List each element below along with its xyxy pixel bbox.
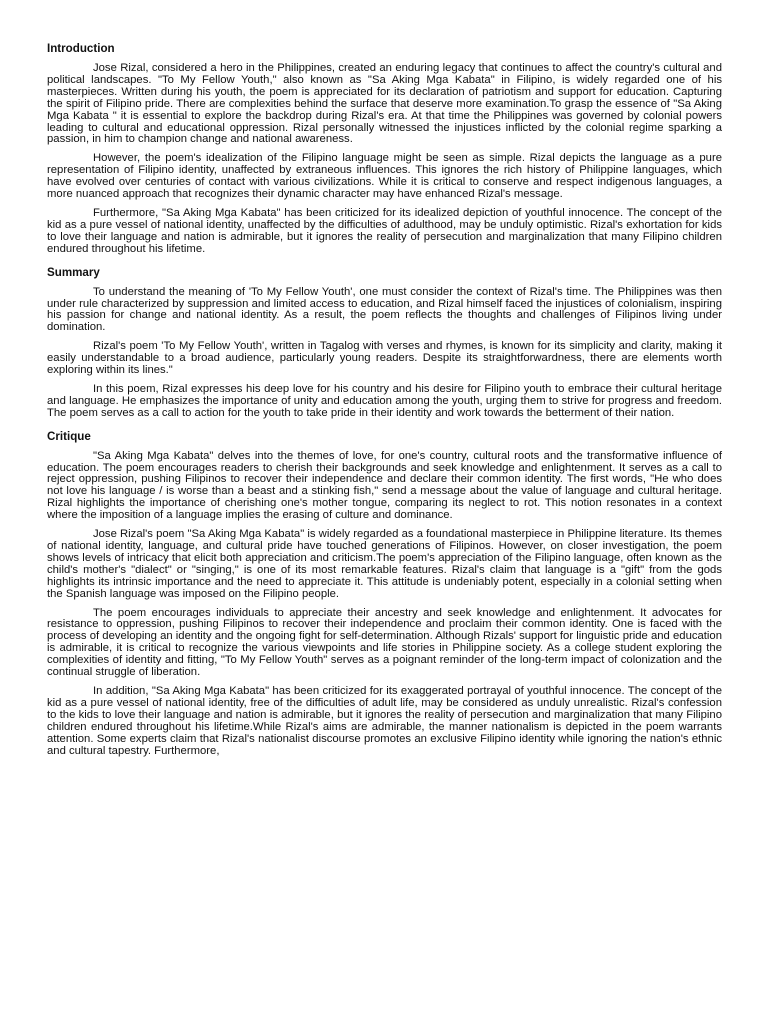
paragraph: Furthermore, "Sa Aking Mga Kabata" has been criticized for its idealized depiction of youthful innocence. The concept of the kid as a pure vessel of national identity, unaffected by the difficulties of adulthood, may be unduly optimistic. Rizal's exhortation for kids to love their language and nation is admirable, but it ignores the reality of persecution and marginalization that many Filipino children endured throughout his lifetime.: [47, 206, 722, 255]
section-heading-critique: Critique: [47, 429, 91, 443]
paragraph: Jose Rizal, considered a hero in the Philippines, created an enduring legacy that continues to affect the country's cultural and political landscapes. "To My Fellow Youth," also known as "Sa Aking Mga Kabata" in Filipino, is widely regarded one of his masterpieces. Written during his youth, the poem is appreciated for its declaration of patriotism and support for education. Capturing the spirit of Filipino pride. There are complexities behind the surface that deserve more examination.To grasp the essence of "Sa Aking Mga Kabata " it is essential to explore the backdrop during Rizal's era. At that time the Philippines was governed by colonial powers leading to cultural and educational oppression. Rizal personally witnessed the injustices inflicted by the colonial regime sparking a passion, in him to champion change and national awareness.: [47, 62, 722, 146]
paragraph: Rizal's poem 'To My Fellow Youth', written in Tagalog with verses and rhymes, is known for its simplicity and clarity, making it easily understandable to a broad audience, particularly young readers. Despite its straightforwardness, there are elements worth exploring within its lines.": [47, 340, 722, 377]
section-introduction: [47, 42, 722, 256]
paragraph: The poem encourages individuals to appreciate their ancestry and seek knowledge and enlightenment. It advocates for resistance to oppression, pushing Filipinos to recover their independence and proclaim their common identity. One is faced with the process of developing an identity and the ongoing fight for self-determination. Although Rizals' support for linguistic pride and education is admirable, it is critical to recognize the various viewpoints and life stories in Philippine society. As a college student exploring the complexities of identity and fitting, "To My Fellow Youth" serves as a poignant reminder of the long-term impact of colonization and the continual struggle of liberation.: [47, 606, 722, 679]
paragraph: In this poem, Rizal expresses his deep love for his country and his desire for Filipino youth to embrace their cultural heritage and language. He emphasizes the importance of unity and education among the youth, urging them to strive for progress and freedom. The poem serves as a call to action for the youth to take pride in their identity and work towards the betterment of their nation.: [47, 382, 722, 419]
paragraph: In addition, "Sa Aking Mga Kabata" has been criticized for its exaggerated portrayal of youthful innocence. The concept of the kid as a pure vessel of national identity, free of the difficulties of adult life, may be considered as unduly unrealistic. Rizal's confession to the kids to love their language and nation is admirable, but it ignores the reality of persecution and marginalization that many Filipino children endured throughout his lifetime.While Rizal's aims are admirable, the manner nationalism is depicted in the poem warrants attention. Some experts claim that Rizal's nationalist discourse promotes an exclusive Filipino identity while ignoring the nation's ethnic and cultural tapestry. Furthermore,: [47, 684, 722, 757]
paragraph: However, the poem's idealization of the Filipino language might be seen as simple. Rizal depicts the language as a pure representation of Filipino identity, unaffected by extraneous influences. This ignores the rich history of Philippine languages, which have evolved over centuries of contact with various civilizations. While it is critical to conserve and respect indigenous languages, a more nuanced approach that recognizes their dynamic character may have enhanced Rizal's message.: [47, 152, 722, 201]
paragraph: "Sa Aking Mga Kabata" delves into the themes of love, for one's country, cultural roots and the transformative influence of education. The poem encourages readers to cherish their backgrounds and seek knowledge and enlightenment. It serves as a call to reject oppression, pushing Filipinos to recover their independence and declare their common identity. The first words, "He who does not love his language / is worse than a beast and a stinking fish," send a message about the value of language and cultural heritage. Rizal highlights the importance of cherishing one's mother tongue, comparing its neglect to rot. This notion resonates in a context where the imposition of a language implies the erasing of culture and dominance.: [47, 449, 722, 522]
paragraph: Jose Rizal's poem "Sa Aking Mga Kabata" is widely regarded as a foundational masterpiece in Philippine literature. Its themes of national identity, language, and cultural pride have touched generations of Filipinos. However, on closer investigation, the poem shows levels of intricacy that elicit both appreciation and criticism.The poem's appreciation of the Filipino language, often known as the child's mother's "dialect" or "singing," is one of its most remarkable features. Rizal's claim that language is a "gift" from the gods highlights its intrinsic importance and the need to appreciate it. This attitude is undeniably potent, especially in a colonial setting when the Spanish language was imposed on the Filipino people.: [47, 528, 722, 600]
document-page: [47, 42, 722, 764]
section-critique: [47, 430, 722, 758]
section-summary: [47, 266, 722, 420]
section-heading-summary: Summary: [47, 265, 100, 279]
section-heading-introduction: Introduction: [47, 42, 115, 55]
paragraph: To understand the meaning of 'To My Fellow Youth', one must consider the context of Rizal's time. The Philippines was then under rule characterized by suppression and limited access to education, and Rizal himself faced the injustices of colonialism, inspiring his passion for change and national identity. As a result, the poem reflects the thoughts and challenges of Filipinos living under domination.: [47, 285, 722, 334]
